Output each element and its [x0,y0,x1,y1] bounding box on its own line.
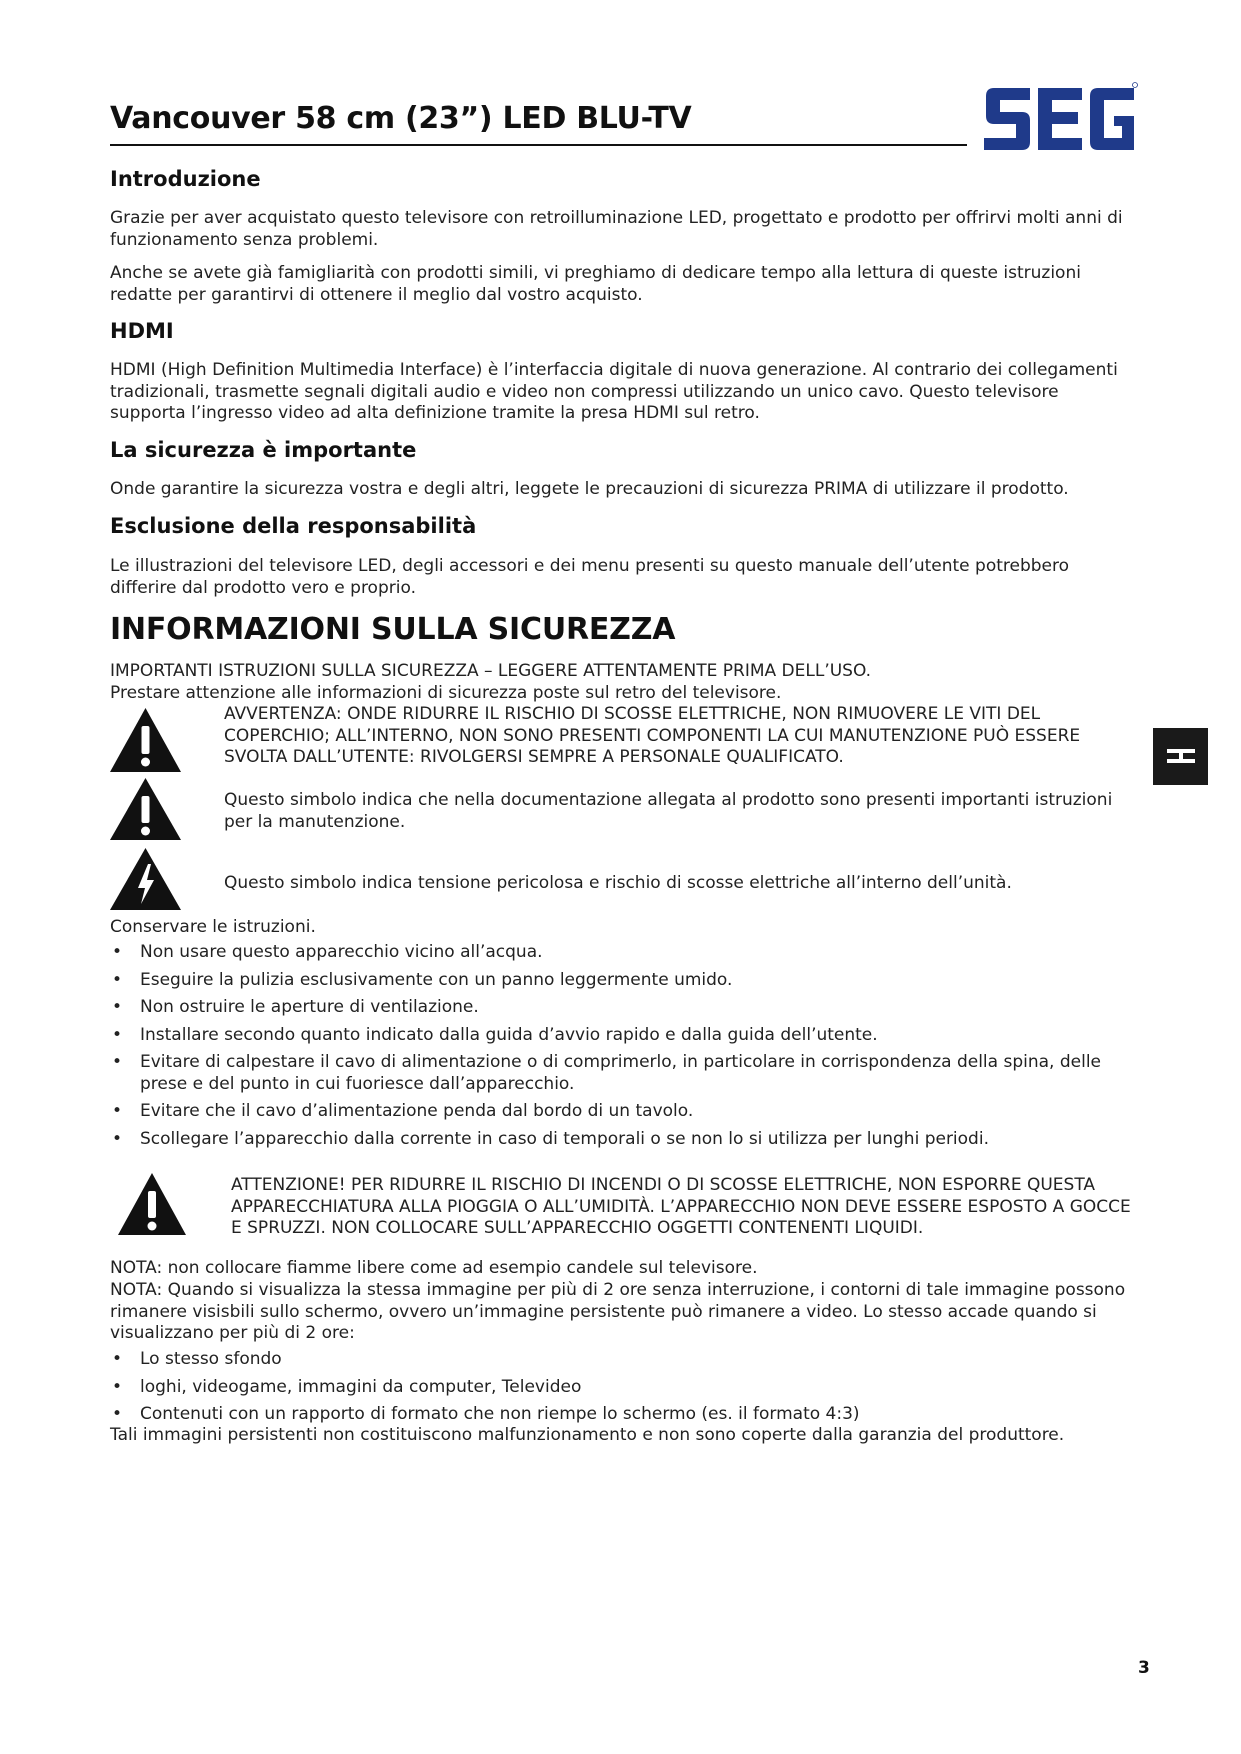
list-item: • Evitare di calpestare il cavo di alimentazione o di comprimerlo, in particolare in corrispondenza della spina, delle prese e del punto in cui fuoriesce dall’apparecchio. [112,1052,1101,1094]
list-item: • loghi, videogame, immagini da computer, Televideo [112,1376,582,1397]
warning-text-2: Questo simbolo indica che nella documentazione allegata al prodotto sono presenti importanti istruzioni per la manutenzione. [224,790,1113,832]
lightning-warning-icon [108,846,183,912]
warning-text-4: ATTENZIONE! PER RIDURRE IL RISCHIO DI INCENDI O DI SCOSSE ELETTRICHE, NON ESPORRE QUESTA APPARECCHIATURA ALLA PIOGGIA O ALL’UMIDITÀ. L’APPARECCHIO NON DEVE ESSERE ESPOSTO A GOCCE E SPRUZZI. NON COLLOCARE SULL’APPARECCHIO OGGETTI CONTENENTI LIQUIDI. [231,1175,1131,1238]
safety-bullet-list [110,942,1150,1156]
list-item: • Installare secondo quanto indicato dalla guida d’avvio rapido e dalla guida dell’utente. [112,1024,878,1045]
hdmi-paragraph: HDMI (High Definition Multimedia Interface) è l’interfaccia digitale di nuova generazione. Al contrario dei collegamenti tradizionali, trasmette segnali digitali audio e video non compressi utilizzando un unico cavo. Questo televisore supporta l’ingresso video ad alta definizione tramite la presa HDMI sul retro. [110,360,1118,423]
list-item: • Eseguire la pulizia esclusivamente con un panno leggermente umido. [112,969,733,990]
heading-informazioni-sicurezza: INFORMAZIONI SULLA SICUREZZA [110,612,676,647]
intro-paragraph-2: Anche se avete già famigliarità con prodotti simili, vi preghiamo di dedicare tempo alla lettura di queste istruzioni redatte per garantirvi di ottenere il meglio dal vostro acquisto. [110,263,1081,305]
list-item: • Evitare che il cavo d’alimentazione penda dal bordo di un tavolo. [112,1101,694,1121]
title-underline [110,144,967,146]
language-tab [1153,728,1208,785]
list-item: • Non ostruire le aperture di ventilazione. [112,997,479,1017]
page-number: 3 [1138,1658,1150,1678]
heading-hdmi: HDMI [110,319,174,343]
warning-triangle-icon [116,1171,188,1237]
note-2: NOTA: Quando si visualizza la stessa immagine per più di 2 ore senza interruzione, i contorni di tale immagine possono rimanere visisbili sullo schermo, ovvero un’immagine persistente può rimanere a video. Lo stesso accade quando si visualizzano per più di 2 ore: [110,1280,1126,1343]
list-item: • Non usare questo apparecchio vicino all’acqua. [112,942,543,962]
warning-text-1: AVVERTENZA: ONDE RIDURRE IL RISCHIO DI SCOSSE ELETTRICHE, NON RIMUOVERE LE VITI DEL COPERCHIO; ALL’INTERNO, NON SONO PRESENTI COMPONENTI LA CUI MANUTENZIONE PUÒ ESSERE SVOLTA DALL’UTENTE: RIVOLGERSI SEMPRE A PERSONALE QUALIFICATO. [224,704,1081,767]
warning-triangle-icon [108,706,183,774]
logo-letter-s [984,88,1030,150]
heading-esclusione: Esclusione della responsabilità [110,514,477,538]
list-item: • Lo stesso sfondo [112,1349,282,1369]
list-item: • Scollegare l’apparecchio dalla corrente in caso di temporali o se non lo si utilizza per lunghi periodi. [112,1128,989,1149]
document-title: Vancouver 58 cm (23”) LED BLU-TV [110,101,692,136]
heading-introduzione: Introduzione [110,167,261,191]
logo-letter-g [1090,88,1134,150]
heading-sicurezza-importante: La sicurezza è importante [110,438,417,462]
safety-intro-line-2: Prestare attenzione alle informazioni di sicurezza poste sul retro del televisore. [110,683,782,703]
warning-triangle-icon [108,776,183,842]
keep-instructions: Conservare le istruzioni. [110,917,316,937]
logo-letter-e [1038,88,1082,150]
list-item: • Contenuti con un rapporto di formato che non riempe lo schermo (es. il formato 4:3) [112,1404,860,1424]
warning-text-3: Questo simbolo indica tensione pericolosa e rischio di scosse elettriche all’interno dell’unità. [224,873,1012,893]
note-1: NOTA: non collocare fiamme libere come ad esempio candele sul televisore. [110,1258,758,1278]
disclaimer-paragraph: Le illustrazioni del televisore LED, degli accessori e dei menu presenti su questo manuale dell’utente potrebbero differire dal prodotto vero e proprio. [110,556,1070,598]
persistence-bullet-list [110,1349,1150,1426]
closing-note: Tali immagini persistenti non costituiscono malfunzionamento e non sono coperte dalla garanzia del produttore. [110,1425,1065,1445]
seg-logo [978,82,1138,154]
intro-paragraph-1: Grazie per aver acquistato questo televisore con retroilluminazione LED, progettato e prodotto per offrirvi molti anni di funzionamento senza problemi. [110,208,1123,250]
safety-paragraph: Onde garantire la sicurezza vostra e degli altri, leggete le precauzioni di sicurezza PRIMA di utilizzare il prodotto. [110,479,1069,499]
safety-intro-line-1: IMPORTANTI ISTRUZIONI SULLA SICUREZZA – LEGGERE ATTENTAMENTE PRIMA DELL’USO. [110,661,872,681]
language-tab-glyph [1153,728,1208,785]
